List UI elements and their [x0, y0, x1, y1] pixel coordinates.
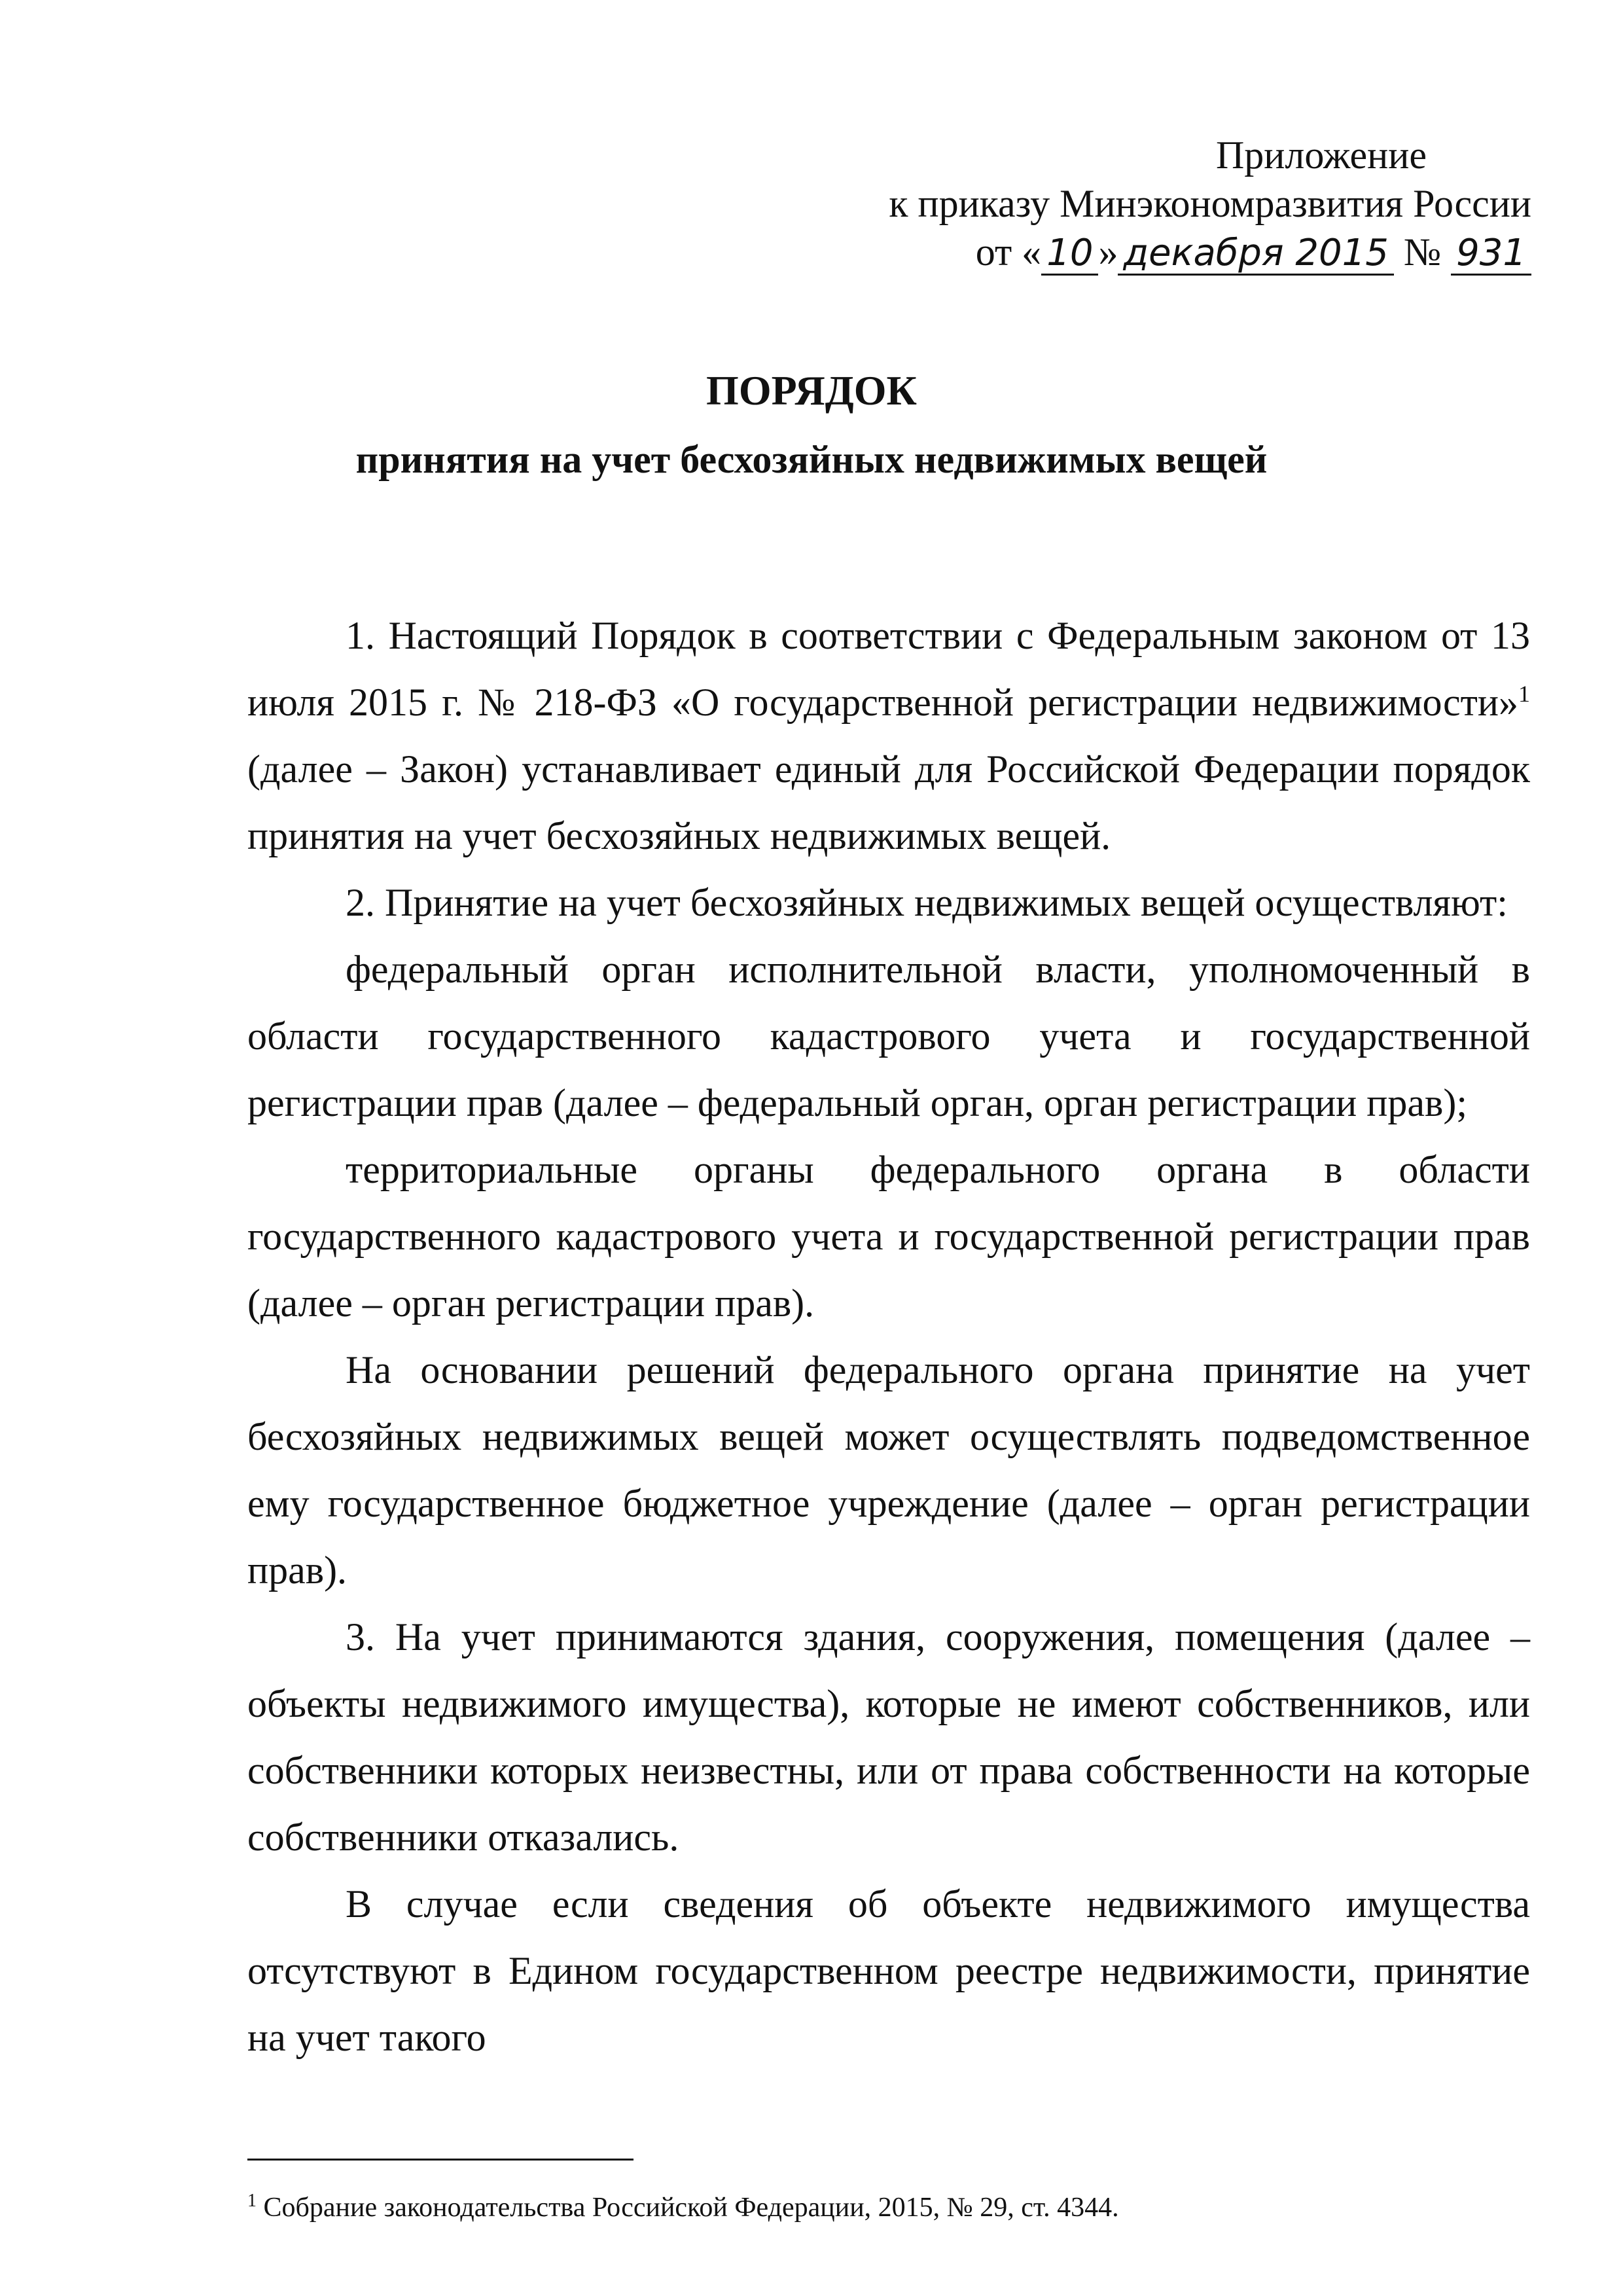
paragraph-2: 2. Принятие на учет бесхозяйных недвижимых вещей осуществляют: — [346, 881, 1508, 924]
footnote — [247, 2191, 1530, 2224]
footnote-mark: 1 — [247, 2191, 257, 2211]
paragraph-1-text: 1. Настоящий Порядок в соответствии с Федеральным законом от 13 июля 2015 г. № 218-ФЗ «О государственной регистрации недвижимости» — [247, 614, 1530, 724]
paragraph-1-continuation: (далее – Закон) устанавливает единый для Российской Федерации порядок принятия на учет бесхозяйных недвижимых вещей. — [247, 747, 1530, 857]
footnote-reference: 1 — [1518, 681, 1530, 707]
date-day-handwritten: 10 — [1041, 233, 1098, 276]
date-month-year-handwritten: декабря 2015 — [1118, 233, 1393, 276]
paragraph-2-item-2: территориальные органы федерального органа в области государственного кадастрового учета и государственной регистрации прав (далее – орган регистрации прав). — [247, 1148, 1530, 1325]
document-subtitle: принятия на учет бесхозяйных недвижимых вещей — [355, 438, 1268, 481]
order-number-handwritten: 931 — [1451, 233, 1531, 276]
paragraph-2-note: На основании решений федерального органа принятие на учет бесхозяйных недвижимых вещей может осуществлять подведомственное ему государственное бюджетное учреждение (далее – орган регистрации прав). — [247, 1348, 1530, 1592]
paragraph-3-continuation: В случае если сведения об объекте недвижимого имущества отсутствуют в Едином государственном реестре недвижимости, принятие на учет такого — [247, 1882, 1530, 2059]
footnote-divider — [247, 2159, 633, 2161]
paragraph-3: 3. На учет принимаются здания, сооружения, помещения (далее – объекты недвижимого имущества), которые не имеют собственников, или собственники которых неизвестны, или от права собственности на которые собственники отказались. — [247, 1615, 1530, 1859]
paragraph-2-item-1: федеральный орган исполнительной власти, уполномоченный в области государственного кадастрового учета и государственной регистрации прав (далее – федеральный орган, орган регистрации прав); — [247, 948, 1530, 1124]
number-prefix: № — [1403, 230, 1442, 274]
order-reference: к приказу Минэкономразвития России — [889, 182, 1531, 225]
appendix-header — [838, 131, 1531, 276]
footnote-text: Собрание законодательства Российской Федерации, 2015, № 29, ст. 4344. — [263, 2193, 1119, 2223]
date-mid: » — [1098, 230, 1118, 274]
date-prefix: от « — [975, 230, 1042, 274]
document-body — [247, 602, 1530, 2071]
appendix-label: Приложение — [1215, 134, 1427, 177]
paragraph-1 — [247, 602, 1530, 869]
document-title: ПОРЯДОК — [706, 367, 917, 414]
order-date-line — [838, 228, 1531, 276]
